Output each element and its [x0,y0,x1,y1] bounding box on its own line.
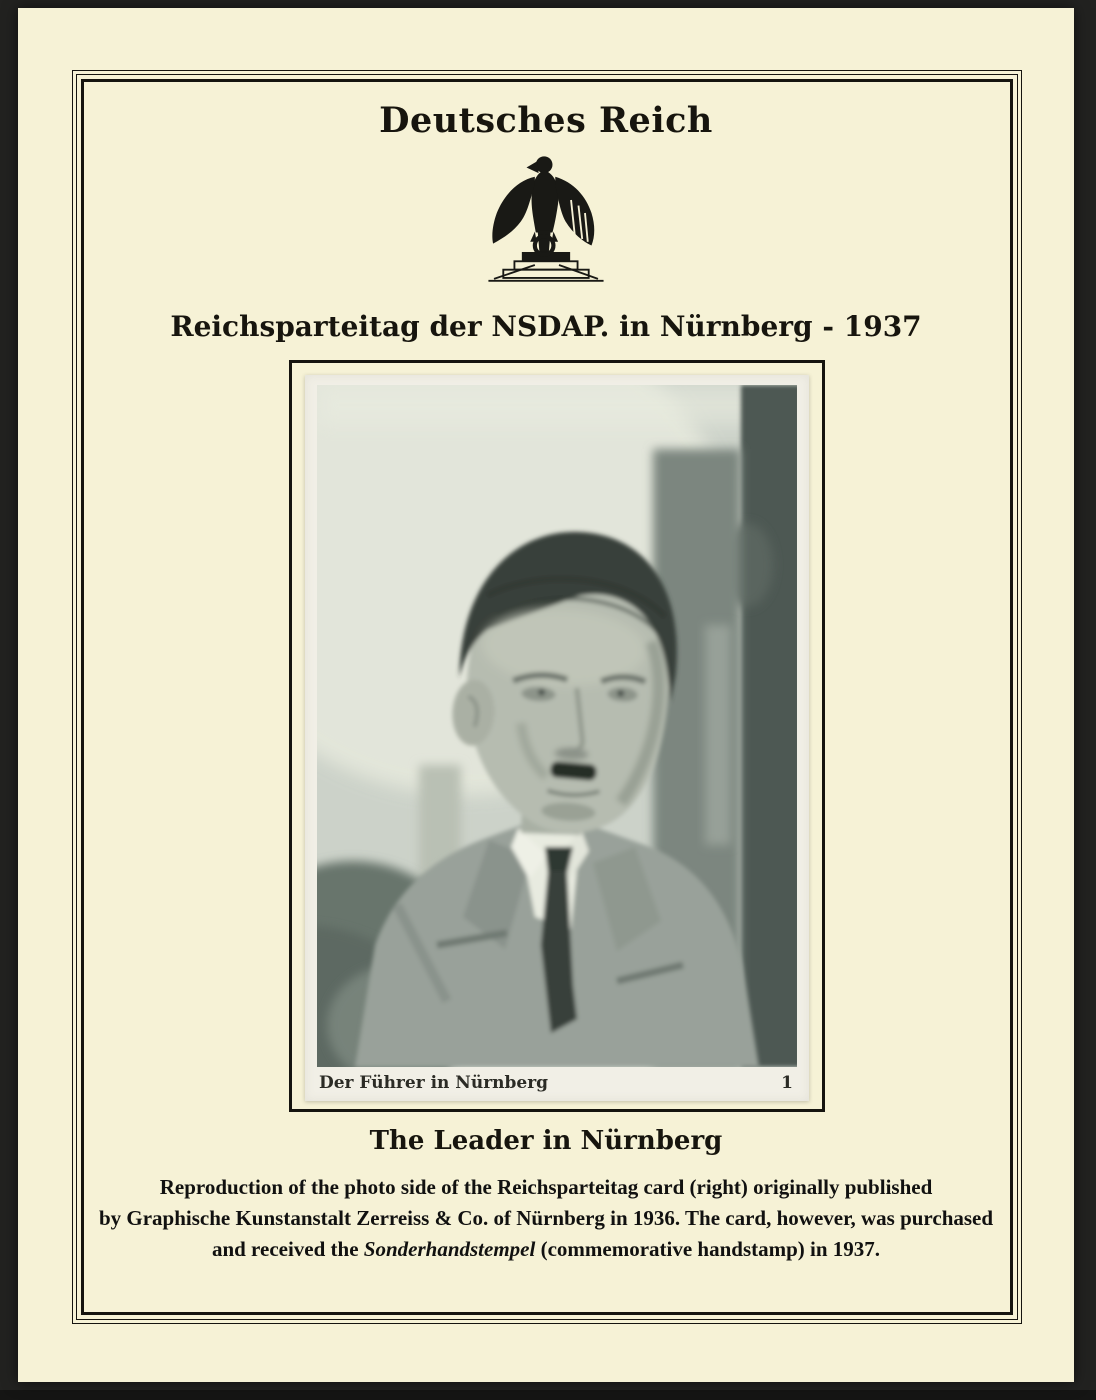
section-title: Reichsparteitag der NSDAP. in Nürnberg - 1937 [170,310,922,343]
description-line-3-italic-term: Sonderhandstempel [363,1237,536,1261]
description-line-3 [18,1234,1074,1265]
eagle-emblem-icon [481,148,611,298]
plate-number: 1 [781,1073,793,1093]
photo-frame [289,360,825,1112]
photo-title-english: The Leader in Nürnberg [369,1126,723,1156]
description-line-3-suffix: (commemorative handstamp) in 1937. [535,1237,881,1261]
description-line-2: by Graphische Kunstanstalt Zerreiss & Co. of Nürnberg in 1936. The card, however, was purchased [98,1206,994,1230]
scan-edge-shadow [0,1390,1096,1400]
description-line-3-prefix: and received the [211,1237,364,1261]
postcard [305,375,809,1101]
photo-caption: Der Führer in Nürnberg [319,1073,549,1093]
page-title: Deutsches Reich [379,100,713,141]
portrait-photo [317,385,797,1067]
postcard-caption-row [319,1071,793,1095]
description-line-1: Reproduction of the photo side of the Reichsparteitag card (right) originally published [159,1175,933,1199]
album-page [18,8,1074,1382]
description-text [18,1172,1074,1265]
